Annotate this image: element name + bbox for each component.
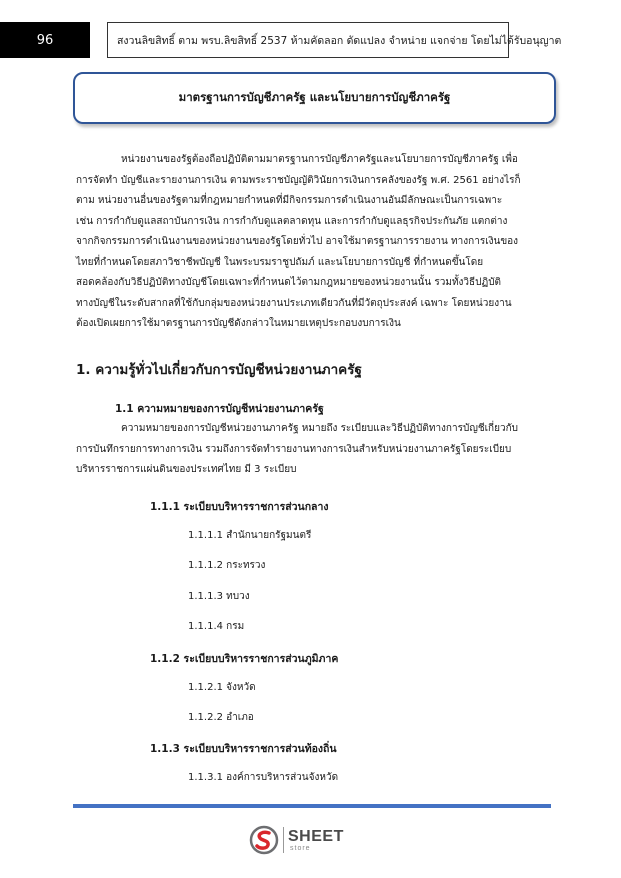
list-item: 1.1.1.4 กรม — [188, 621, 245, 632]
subsection-heading: 1.1 ความหมายของการบัญชีหน่วยงานภาครัฐ — [115, 403, 324, 415]
local-admin-heading: 1.1.3 ระเบียบบริหารราชการส่วนท้องถิ่น — [150, 743, 337, 755]
definition-line: ความหมายของการบัญชีหน่วยงานภาครัฐ หมายถึง ระเบียบและวิธีปฏิบัติทางการบัญชีเกี่ยวกับ — [121, 423, 518, 434]
list-item: 1.1.1.1 สำนักนายกรัฐมนตรี — [188, 530, 312, 541]
intro-line: สอดคล้องกับวิธีปฏิบัติทางบัญชีโดยเฉพาะที่กำหนดไว้ตามกฎหมายของหน่วยงานนั้น รวมทั้งวิธีปฏิบัติ — [76, 277, 502, 288]
definition-paragraph — [76, 419, 546, 481]
logo-separator — [283, 827, 284, 853]
copyright-notice: สงวนลิขสิทธิ์ ตาม พรบ.ลิขสิทธิ์ 2537 ห้ามคัดลอก ดัดแปลง จำหน่าย แจกจ่าย โดยไม่ได้รับอนุญาต — [107, 22, 509, 58]
intro-line: ทางบัญชีในระดับสากลที่ใช้กับกลุ่มของหน่วยงานประเภทเดียวกันที่มีวัตถุประสงค์ เฉพาะ โดยหน่วยงาน — [76, 297, 512, 309]
intro-line: เช่น การกำกับดูแลสถาบันการเงิน การกำกับดูแลตลาดทุน และการกำกับดูแลธุรกิจประกันภัย แตกต่าง — [76, 215, 508, 227]
list-item: 1.1.2.1 จังหวัด — [188, 682, 256, 693]
list-item: 1.1.1.3 ทบวง — [188, 591, 250, 602]
chapter-title: มาตรฐานการบัญชีภาครัฐ และนโยบายการบัญชีภาครัฐ — [178, 90, 451, 104]
chapter-title-box — [73, 72, 556, 124]
section-heading: 1. ความรู้ทั่วไปเกี่ยวกับการบัญชีหน่วยงานภาครัฐ — [76, 362, 362, 378]
logo-subtext: store — [290, 844, 311, 852]
intro-line: ต้องเปิดเผยการใช้มาตรฐานการบัญชีดังกล่าวในหมายเหตุประกอบงบการเงิน — [76, 318, 401, 329]
intro-paragraph — [76, 150, 542, 335]
sheet-store-logo — [249, 822, 359, 858]
intro-line: ตาม หน่วยงานอื่นของรัฐตามที่กฎหมายกำหนดที่มีกิจกรรมการดำเนินงานอันมีลักษณะเป็นการเฉพาะ — [76, 195, 503, 206]
central-admin-heading: 1.1.1 ระเบียบบริหารราชการส่วนกลาง — [150, 501, 329, 513]
intro-line: ไทยที่กำหนดโดยสภาวิชาชีพบัญชี ในพระบรมราชูปถัมภ์ และนโยบายการบัญชี ที่กำหนดขึ้นโดย — [76, 256, 484, 268]
list-item: 1.1.1.2 กระทรวง — [188, 560, 266, 571]
intro-line: การจัดทำ บัญชีและรายงานการเงิน ตามพระราชบัญญัติวินัยการเงินการคลังของรัฐ พ.ศ. 2561 อย่างไรก็ — [76, 174, 521, 186]
page-number: 96 — [0, 22, 90, 58]
definition-line: บริหารราชการแผ่นดินของประเทศไทย มี 3 ระเบียบ — [76, 464, 297, 475]
sheet-store-logo-icon — [249, 825, 279, 855]
intro-line: จากกิจกรรมการดำเนินงานของหน่วยงานของรัฐโดยทั่วไป อาจใช้มาตรฐานการรายงาน ทางการเงินของ — [76, 236, 519, 247]
regional-admin-heading: 1.1.2 ระเบียบบริหารราชการส่วนภูมิภาค — [150, 653, 339, 665]
list-item: 1.1.3.1 องค์การบริหารส่วนจังหวัด — [188, 772, 339, 783]
list-item: 1.1.2.2 อำเภอ — [188, 712, 254, 723]
intro-line: หน่วยงานของรัฐต้องถือปฏิบัติตามมาตรฐานการบัญชีภาครัฐและนโยบายการบัญชีภาครัฐ เพื่อ — [121, 154, 518, 165]
footer-divider — [73, 804, 551, 808]
logo-wordmark: SHEET — [288, 827, 344, 845]
definition-line: การบันทึกรายการทางการเงิน รวมถึงการจัดทำรายงานทางการเงินสำหรับหน่วยงานภาครัฐโดยระเบียบ — [76, 443, 512, 455]
